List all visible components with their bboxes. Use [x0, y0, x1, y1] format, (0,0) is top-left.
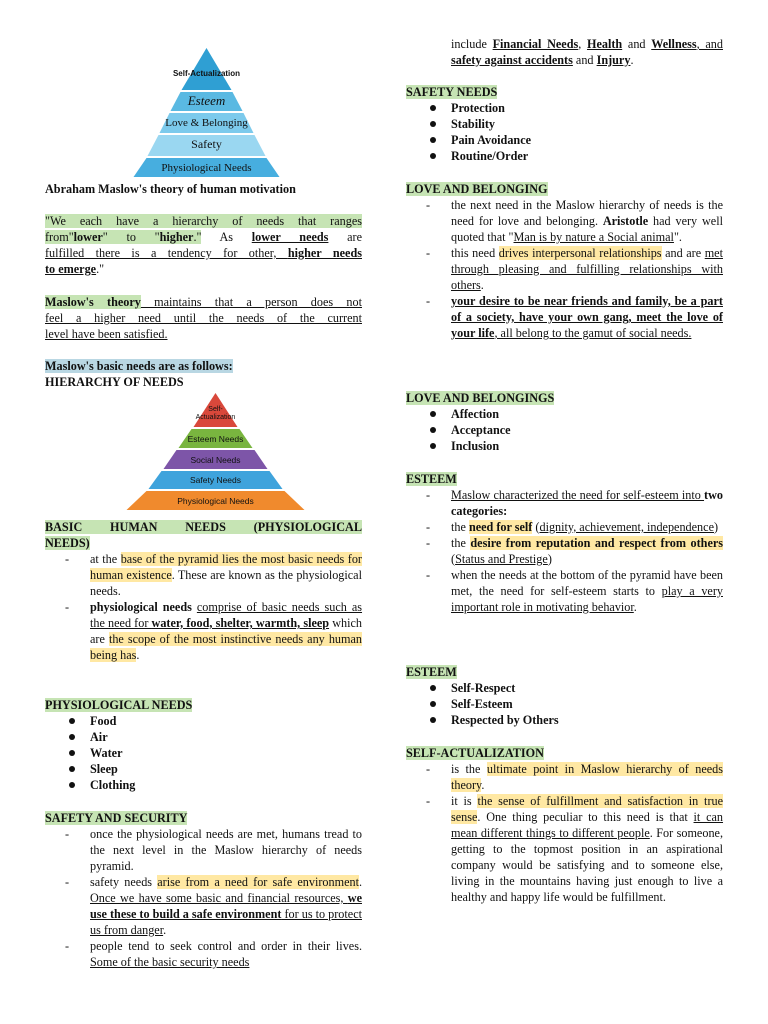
item-text: (: [451, 552, 456, 566]
item-highlight: desire from reputation and respect from others: [470, 536, 724, 550]
item-text: the: [451, 536, 471, 550]
list-item: - once the physiological needs are met, humans tread to the next level in the Maslow hierarchy of needs pyramid.: [45, 826, 362, 874]
item-underline: Status and Prestige: [455, 552, 548, 566]
item-highlight: the scope of the most instinctive needs any human being has: [90, 632, 362, 662]
quote-text: As: [201, 230, 252, 244]
list-item: [406, 293, 723, 341]
item-text: which are: [90, 616, 362, 646]
item-text: it is: [451, 794, 478, 808]
item-text: ".: [673, 230, 682, 244]
item-text: . For someone, getting to the topmost position in an aspirational company would be satisfying and to someone else, living in the mountains having just enough to live a healthy and happy life would be fulfillment.: [451, 826, 723, 904]
item-highlight: need for self: [468, 520, 533, 534]
item-text: .: [136, 648, 140, 662]
hierarchy-title: HIERARCHY OF NEEDS: [45, 375, 184, 389]
cont-bold: Health: [586, 37, 623, 51]
pyramid2-label-self: Self-Actualization: [195, 406, 236, 421]
list-item: [406, 487, 723, 519]
item-text: this need: [451, 246, 499, 260]
heading-text: NEEDS): [45, 536, 90, 550]
quote-text: are: [328, 230, 362, 244]
cont-bold: Financial Needs: [492, 37, 579, 51]
love-belongings-heading: LOVE AND BELONGINGS: [406, 391, 555, 405]
theory-text: level have been satisfied.: [45, 327, 168, 341]
list-item: [406, 761, 723, 793]
list-item: Respected by Others: [406, 712, 723, 728]
esteem-heading: ESTEEM: [406, 472, 457, 486]
list-item: [406, 197, 723, 245]
self-actualization-heading: SELF-ACTUALIZATION: [406, 746, 544, 760]
quote-lower-needs: lower needs: [251, 230, 329, 244]
item-text: the next need in the Maslow hierarchy of needs is the need for love and belonging.: [451, 198, 723, 228]
quote-paragraph: [45, 213, 362, 277]
quote-lower: lower: [73, 230, 103, 244]
basic-human-needs-heading: [45, 519, 362, 551]
item-text: .: [480, 278, 484, 292]
quote-emerge: to emerge: [45, 262, 97, 276]
hierarchy-pyramid-colored: [57, 391, 374, 511]
list-item: Sleep: [45, 761, 362, 777]
item-underline: dignity, achievement, independence: [539, 520, 714, 534]
list-item: Self-Esteem: [406, 696, 723, 712]
item-text: (: [532, 520, 540, 534]
safety-security-list: [45, 826, 362, 970]
item-bold: Aristotle: [602, 214, 649, 228]
quote-text: fulfilled there is a tendency for other,: [45, 246, 288, 260]
self-actualization-list: [406, 761, 723, 905]
item-underline: it can mean different things to different people: [451, 810, 724, 840]
item-text: ): [547, 552, 552, 566]
list-item: Food: [45, 713, 362, 729]
physiological-needs-heading: PHYSIOLOGICAL NEEDS: [45, 698, 193, 712]
pyramid2-label-esteem: Esteem Needs: [187, 434, 244, 444]
item-text: safety needs: [90, 875, 158, 889]
item-text: . These are known as the physiological needs.: [90, 568, 362, 598]
list-item: Inclusion: [406, 438, 723, 454]
love-belonging-heading: LOVE AND BELONGING: [406, 182, 548, 196]
cont-text: .: [630, 53, 634, 67]
item-text: is the: [451, 762, 487, 776]
item-bold-underline: water, food, shelter, warmth, sleep: [151, 616, 330, 630]
theory-text: maintains that a person does not: [140, 295, 362, 309]
item-text: when the needs at the bottom of the pyramid have been met, the need for self-esteem starts to: [451, 568, 723, 598]
pyramid1-label-physiological: Physiological Needs: [161, 162, 252, 174]
list-item: [45, 551, 362, 599]
pyramid2-label-physiological: Physiological Needs: [177, 496, 254, 506]
item-bold-underline: your desire to be near friends and family, be a part of a society, have your own gang, meet the love of your life: [451, 294, 723, 340]
pyramid1-label-esteem: Esteem: [187, 93, 226, 108]
item-underline: comprise of basic needs such as the need for: [90, 600, 363, 630]
esteem-list: [406, 487, 723, 615]
item-bold: two categories:: [451, 488, 723, 518]
item-highlight: base of the pyramid lies the most basic needs for human existence: [90, 552, 362, 582]
security-continuation: [406, 36, 723, 68]
basic-needs-list: [45, 551, 362, 663]
maslow-pyramid-blue: [48, 46, 365, 178]
heading-text: BASIC HUMAN NEEDS (PHYSIOLOGICAL: [45, 520, 362, 534]
pyramid1-label-safety: Safety: [191, 137, 222, 151]
cont-text: ,: [578, 37, 587, 51]
theory-text: feel a higher need until the needs of the current: [45, 311, 362, 325]
cont-text: and: [622, 37, 652, 51]
basic-needs-intro: Maslow's basic needs are as follows:: [45, 359, 233, 373]
safety-needs-list: [406, 100, 723, 164]
love-belonging-list: [406, 197, 723, 341]
pyramid1-label-love: Love & Belonging: [165, 117, 248, 129]
item-highlight: drives interpersonal relationships: [498, 246, 662, 260]
quote-text: " to ": [102, 230, 160, 244]
quote-higher-needs: higher needs: [287, 246, 362, 260]
pyramid-caption: Abraham Maslow's theory of human motivation: [45, 182, 296, 196]
item-text: .: [358, 875, 362, 889]
item-text: .: [163, 923, 167, 937]
physiological-needs-list: [45, 713, 362, 793]
item-bold-underline: we use these to build a safe environment: [90, 891, 362, 921]
list-item: Stability: [406, 116, 723, 132]
safety-needs-heading: SAFETY NEEDS: [406, 85, 498, 99]
list-item: Acceptance: [406, 422, 723, 438]
theory-lead: Maslow's theory: [45, 295, 141, 309]
cont-text: include: [451, 37, 493, 51]
esteem2-heading: ESTEEM: [406, 665, 457, 679]
cont-bold: Wellness: [651, 37, 697, 51]
esteem2-list: [406, 680, 723, 728]
cont-text: and: [572, 53, 597, 67]
item-underline: Maslow characterized the need for self-esteem into: [451, 488, 705, 502]
item-underline: , all belong to the gamut of social needs.: [494, 326, 692, 340]
list-item: Affection: [406, 406, 723, 422]
list-item: Water: [45, 745, 362, 761]
item-bold: physiological needs: [90, 600, 192, 614]
item-highlight: arise from a need for safe environment: [157, 875, 359, 889]
item-underline: play a very important role in motivating behavior: [451, 584, 723, 614]
list-item: Self-Respect: [406, 680, 723, 696]
list-item: [406, 519, 723, 535]
item-underline: Man is by nature a Social animal: [513, 230, 674, 244]
quote-line1: "We each have a hierarchy of needs that ranges: [45, 214, 362, 228]
item-text: .: [633, 600, 637, 614]
safety-security-heading: SAFETY AND SECURITY: [45, 811, 188, 825]
quote-text: .": [96, 262, 105, 276]
quote-text: .": [193, 230, 202, 244]
item-text: ): [713, 520, 719, 534]
quote-higher: higher: [159, 230, 194, 244]
pyramid1-label-self: Self-Actualization: [172, 69, 241, 78]
list-item: Protection: [406, 100, 723, 116]
item-underline: Once we have some basic and financial resources,: [90, 891, 348, 905]
item-underline: for us to protect us from danger: [90, 907, 362, 937]
theory-paragraph: [45, 294, 362, 342]
item-underline: Some of the basic security needs: [90, 955, 250, 969]
item-text: had very well quoted that ": [451, 214, 723, 244]
item-text: and are: [661, 246, 705, 260]
item-text: the: [451, 520, 469, 534]
quote-text: from": [45, 230, 74, 244]
list-item: [406, 535, 723, 567]
item-text: at the: [90, 552, 121, 566]
cont-bold: Injury: [596, 53, 631, 67]
item-underline: met through pleasing and fulfilling relationships with others: [451, 246, 723, 292]
item-text: . One thing peculiar to this need is that: [477, 810, 694, 824]
item-highlight: the sense of fulfillment and satisfaction in true sense: [451, 794, 724, 824]
list-item: Pain Avoidance: [406, 132, 723, 148]
list-item: [45, 599, 362, 663]
cont-text: , and: [696, 37, 723, 51]
list-item: [406, 793, 723, 905]
list-item: Clothing: [45, 777, 362, 793]
list-item: [406, 245, 723, 293]
list-item: Air: [45, 729, 362, 745]
list-item: [45, 938, 362, 970]
list-item: [406, 567, 723, 615]
list-item: Routine/Order: [406, 148, 723, 164]
love-belongings-list: [406, 406, 723, 454]
cont-bold: safety against accidents: [451, 53, 573, 67]
item-highlight: ultimate point in Maslow hierarchy of needs theory: [451, 762, 723, 792]
pyramid2-label-social: Social Needs: [190, 455, 241, 465]
list-item: [45, 874, 362, 938]
pyramid2-label-safety: Safety Needs: [189, 475, 242, 485]
item-text: .: [481, 778, 485, 792]
item-text: people tend to seek control and order in their lives.: [90, 939, 362, 953]
